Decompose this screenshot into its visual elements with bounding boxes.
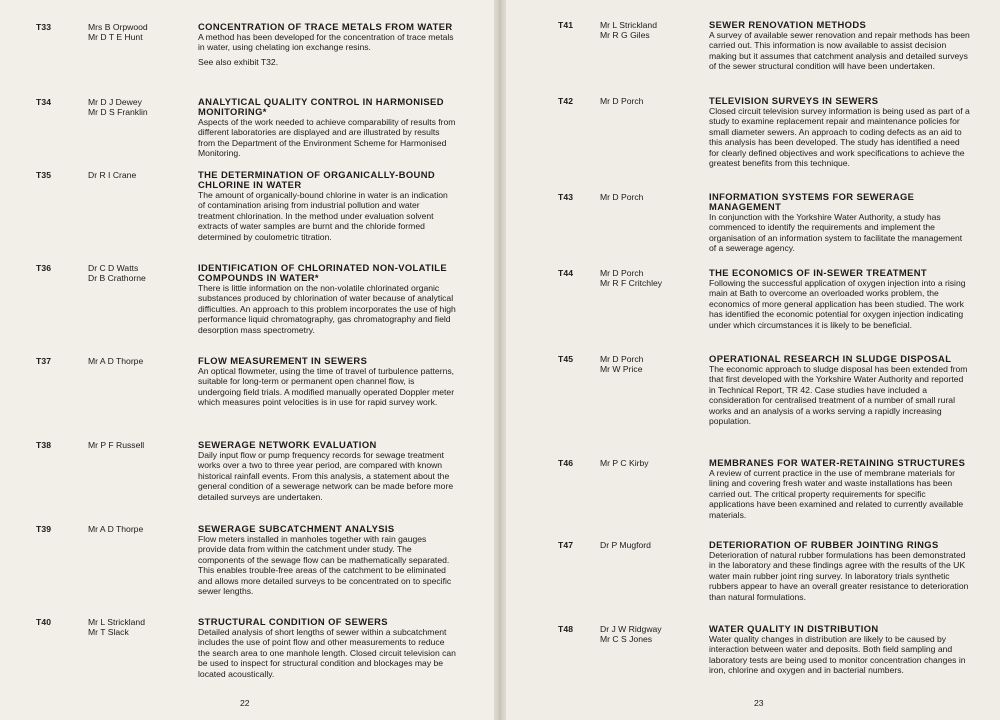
exhibit-body [198, 524, 456, 596]
exhibit-authors [88, 356, 143, 366]
author-name: Mr D Porch [600, 354, 644, 364]
exhibit-body [198, 170, 456, 242]
exhibit-description: A survey of available sewer renovation and repair methods has been carried out. This information is now available to assist decision making but it assumes that catchment analysis and detailed surveys of the sewer structural condition will have been undertaken. [709, 30, 970, 72]
author-name: Mr L Strickland [600, 20, 657, 30]
exhibit-description: Detailed analysis of short lengths of sewer within a subcatchment includes the use of point flow and other measurements to reduce the search area to one manhole length. Closed circuit television can be used to inspect for structural condition and blockages may be located acoustically. [198, 627, 456, 679]
exhibit-title: THE ECONOMICS OF IN-SEWER TREATMENT [709, 267, 927, 278]
exhibit-body [709, 540, 971, 602]
exhibit-authors [600, 192, 643, 202]
exhibit-description: The economic approach to sludge disposal has been extended from that first developed with the Yorkshire Water Authority and reported in Technical Report, TR 42. Case studies have included a consideration for centralised treatment of a number of small rural works and an analysis of a works serving a rapidly increasing population. [709, 364, 968, 427]
exhibit-note: See also exhibit T32. [198, 56, 279, 67]
exhibit-authors [600, 458, 649, 468]
exhibit-title: INFORMATION SYSTEMS FOR SEWERAGE MANAGEMENT [709, 191, 915, 212]
exhibit-title: OPERATIONAL RESEARCH IN SLUDGE DISPOSAL [709, 353, 952, 364]
exhibit-title: SEWERAGE NETWORK EVALUATION [198, 439, 377, 450]
exhibit-code: T41 [558, 20, 574, 30]
exhibit-body [709, 624, 971, 676]
exhibit-code: T46 [558, 458, 574, 468]
exhibit-description: Daily input flow or pump frequency records for sewage treatment works over a two to three year period, are compared with known historical rainfall events. From this analysis, a statement about the general condition of a sewerage network can be made before more detailed surveys are undertaken. [198, 450, 454, 502]
exhibit-code: T40 [36, 617, 52, 627]
exhibit-title: FLOW MEASUREMENT IN SEWERS [198, 355, 368, 366]
exhibit-body [709, 192, 971, 254]
exhibit-title: SEWERAGE SUBCATCHMENT ANALYSIS [198, 523, 395, 534]
exhibit-description: A method has been developed for the concentration of trace metals in water, using chelating ion exchange resins. [198, 32, 454, 53]
author-name: Mr P F Russell [88, 440, 145, 450]
author-name: Dr B Crathorne [88, 273, 146, 283]
exhibit-title: ANALYTICAL QUALITY CONTROL IN HARMONISED MONITORING* [198, 96, 444, 117]
exhibit-body [198, 97, 456, 159]
exhibit-authors [88, 263, 146, 283]
exhibit-title: IDENTIFICATION OF CHLORINATED NON-VOLATILE COMPOUNDS IN WATER* [198, 262, 448, 283]
author-name: Mrs B Orpwood [88, 22, 148, 32]
exhibit-code: T42 [558, 96, 574, 106]
exhibit-description: Aspects of the work needed to achieve comparability of results from different laboratories are displayed and are illustrated by results from the Department of the Environment Scheme for Harmonised Monitoring. [198, 117, 456, 159]
right-page [500, 0, 1000, 720]
exhibit-title: DETERIORATION OF RUBBER JOINTING RINGS [709, 539, 939, 550]
author-name: Mr C S Jones [600, 634, 653, 644]
exhibit-code: T38 [36, 440, 52, 450]
author-name: Dr P Mugford [600, 540, 651, 550]
exhibit-body [709, 268, 971, 330]
exhibit-code: T37 [36, 356, 52, 366]
exhibit-title: MEMBRANES FOR WATER-RETAINING STRUCTURES [709, 457, 966, 468]
exhibit-code: T44 [558, 268, 574, 278]
exhibit-body [198, 356, 456, 408]
page-number: 22 [240, 698, 250, 708]
exhibit-description: There is little information on the non-volatile chlorinated organic substances produced by chlorination of water because of analytical difficulties. An approach to this problem incorporates the use of high performance liquid chromatography, gas chromatography and field desorption mass spectrometry. [198, 283, 456, 335]
author-name: Mr T Slack [88, 627, 129, 637]
author-name: Dr C D Watts [88, 263, 139, 273]
author-name: Dr R I Crane [88, 170, 137, 180]
exhibit-body [709, 354, 971, 426]
exhibit-authors [600, 540, 651, 550]
exhibit-title: WATER QUALITY IN DISTRIBUTION [709, 623, 879, 634]
author-name: Mr D T E Hunt [88, 32, 143, 42]
author-name: Mr D S Franklin [88, 107, 148, 117]
exhibit-description: A review of current practice in the use of membrane materials for lining and covering fresh water and waste installations has been carried out. The critical property requirements for specific applications have been examined and related to currently available materials. [709, 468, 964, 520]
exhibit-body [198, 22, 456, 67]
exhibit-authors [600, 624, 662, 644]
exhibit-authors [88, 440, 144, 450]
exhibit-code: T48 [558, 624, 574, 634]
exhibit-authors [600, 96, 643, 106]
exhibit-code: T36 [36, 263, 52, 273]
exhibit-description: The amount of organically-bound chlorine in water is an indication of contamination arising from industrial pollution and water treatment chlorination. In the method under evaluation solvent extracts of water samples are burnt and the chloride formed determined by coulometric titration. [198, 190, 448, 242]
exhibit-title: STRUCTURAL CONDITION OF SEWERS [198, 616, 388, 627]
exhibit-code: T45 [558, 354, 574, 364]
exhibit-title: CONCENTRATION OF TRACE METALS FROM WATER [198, 21, 453, 32]
exhibit-description: Deterioration of natural rubber formulations has been demonstrated in the laboratory and these findings agree with the results of the UK water main rubber joint ring survey. In laboratory trials synthetic rubbers appear to have an overall greater resistance to deterioration than natural formulations. [709, 550, 969, 602]
exhibit-body [709, 96, 971, 168]
exhibit-authors [600, 354, 643, 374]
book-gutter [494, 0, 506, 720]
exhibit-code: T35 [36, 170, 52, 180]
exhibit-title: THE DETERMINATION OF ORGANICALLY-BOUND CHLORINE IN WATER [198, 169, 436, 190]
exhibit-title: SEWER RENOVATION METHODS [709, 19, 867, 30]
author-name: Mr W Price [600, 364, 643, 374]
exhibit-authors [88, 97, 148, 117]
author-name: Mr A D Thorpe [88, 524, 144, 534]
exhibit-authors [600, 268, 662, 288]
exhibit-authors [88, 617, 145, 637]
author-name: Mr P C Kirby [600, 458, 649, 468]
author-name: Mr R G Giles [600, 30, 650, 40]
exhibit-description: Closed circuit television survey information is being used as part of a study to examine replacement repair and maintenance policies for small diameter sewers. An approach to coding defects as an aid to this analysis has been developed. The study has identified a need for clearly defined objectives and work specifications to achieve the greatest benefits from this technique. [709, 106, 970, 169]
page-number: 23 [754, 698, 764, 708]
author-name: Mr A D Thorpe [88, 356, 144, 366]
exhibit-authors [88, 22, 148, 42]
author-name: Dr J W Ridgway [600, 624, 662, 634]
exhibit-code: T43 [558, 192, 574, 202]
exhibit-description: Water quality changes in distribution are likely to be caused by interaction between water and deposits. Both field sampling and laboratory tests are being used to monitor concentration changes in iron, chlorine and oxygen and in bacterial numbers. [709, 634, 966, 676]
exhibit-body [198, 440, 456, 502]
author-name: Mr D Porch [600, 192, 644, 202]
exhibit-description: Flow meters installed in manholes together with rain gauges provide data from within the catchment under study. The components of the sewage flow can be mathematically separated. This enables trouble-free areas of the catchment to be eliminated and allows more detailed surveys to be concentrated on to specific sewer lengths. [198, 534, 452, 597]
author-name: Mr R F Critchley [600, 278, 663, 288]
exhibit-description: An optical flowmeter, using the time of travel of turbulence patterns, suitable for long-term or permanent open channel flow, is undergoing field trials. A modified manually operated Doppler meter which measures point velocities is in use for rapid survey work. [198, 366, 455, 408]
exhibit-code: T47 [558, 540, 574, 550]
exhibit-authors [88, 524, 143, 534]
exhibit-code: T39 [36, 524, 52, 534]
exhibit-code: T34 [36, 97, 52, 107]
exhibit-code: T33 [36, 22, 52, 32]
author-name: Mr D Porch [600, 268, 644, 278]
exhibit-title: TELEVISION SURVEYS IN SEWERS [709, 95, 879, 106]
exhibit-body [198, 617, 456, 679]
exhibit-authors [88, 170, 136, 180]
exhibit-body [709, 458, 971, 520]
exhibit-description: Following the successful application of oxygen injection into a rising main at Bath to overcome an overloaded works problem, the economics of more general application has been studied. The work has identified the economic potential for oxygen injection indicating under which circumstances it is likely to be beneficial. [709, 278, 966, 330]
exhibit-body [709, 20, 971, 72]
author-name: Mr D J Dewey [88, 97, 142, 107]
author-name: Mr L Strickland [88, 617, 145, 627]
exhibit-body [198, 263, 456, 335]
exhibit-description: In conjunction with the Yorkshire Water Authority, a study has commenced to identify the requirements and implement the organisation of an information system to facilitate the management of a sewerage agency. [709, 212, 963, 254]
author-name: Mr D Porch [600, 96, 644, 106]
exhibit-authors [600, 20, 657, 40]
left-page [0, 0, 498, 720]
